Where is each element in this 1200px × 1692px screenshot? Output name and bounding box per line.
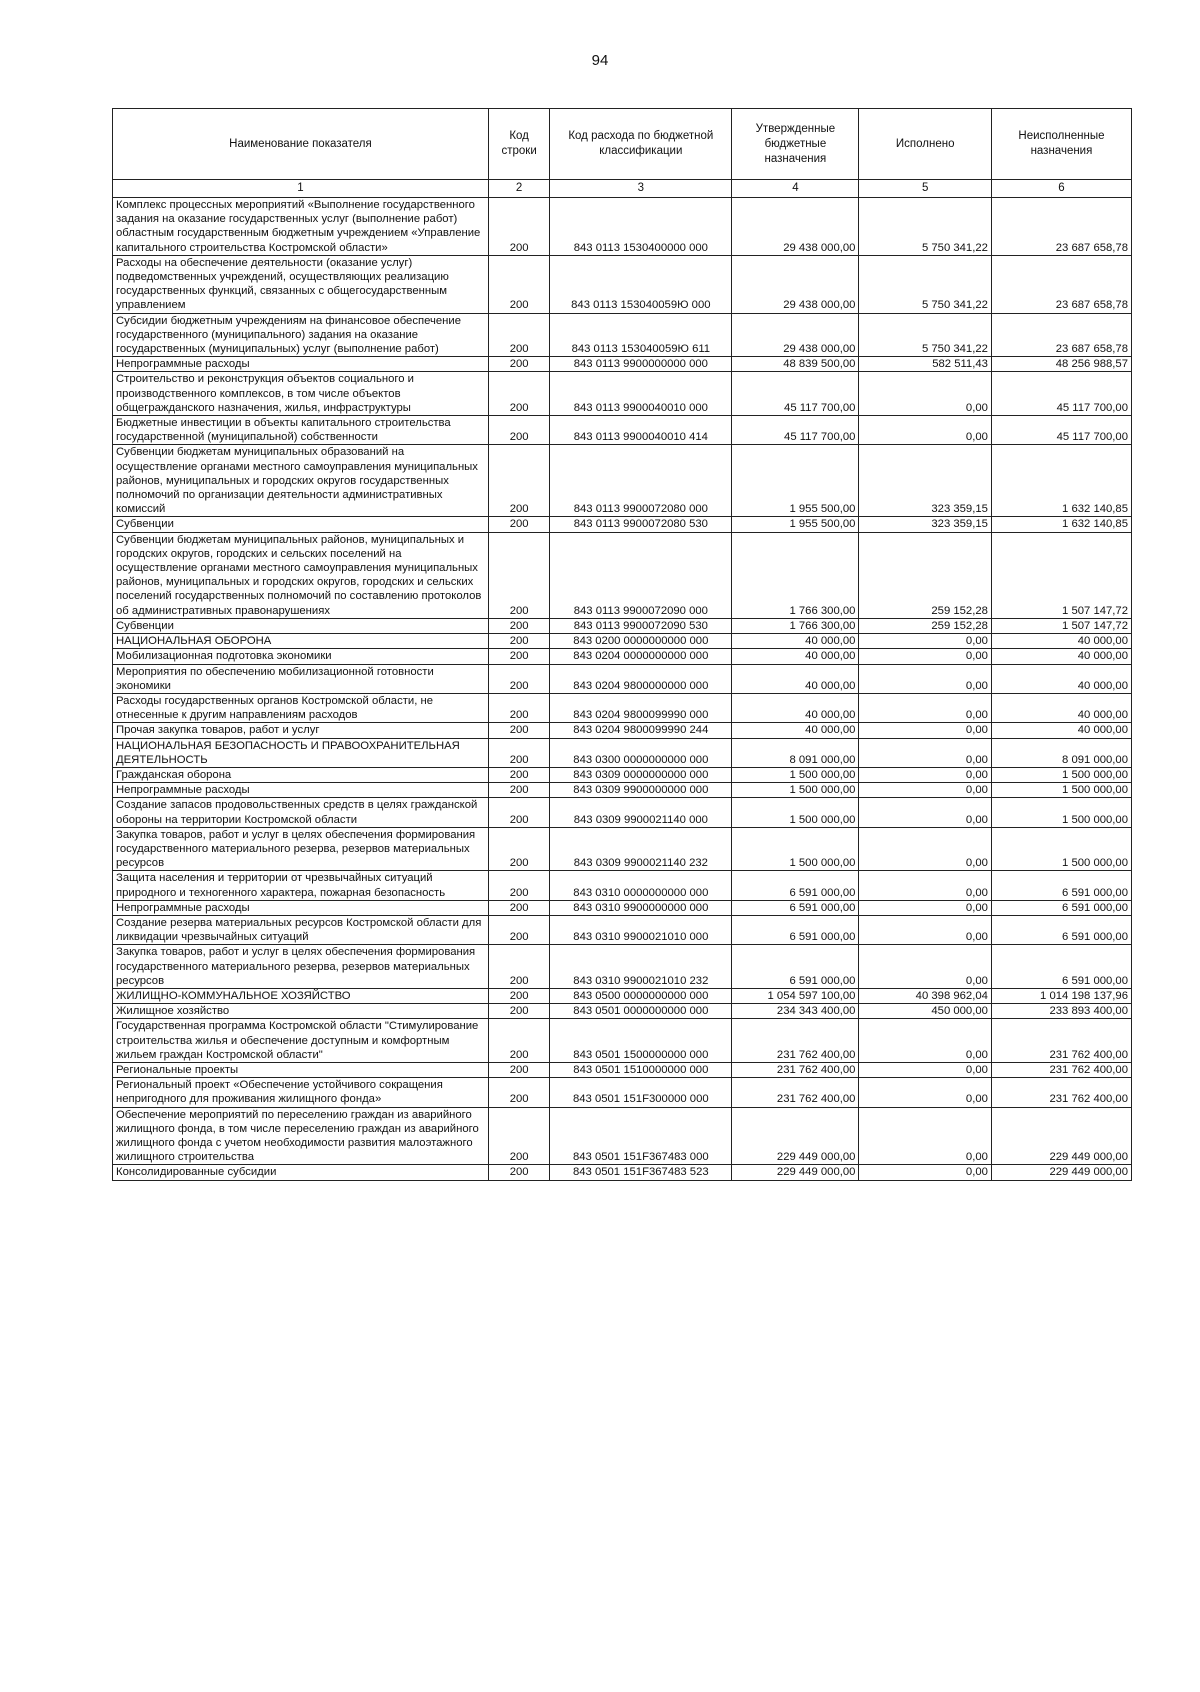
row-name: Региональные проекты — [113, 1062, 489, 1077]
row-line-code: 200 — [488, 357, 549, 372]
row-approved-amount: 1 500 000,00 — [732, 827, 859, 871]
row-executed-amount: 0,00 — [859, 1019, 991, 1063]
row-line-code: 200 — [488, 1165, 549, 1180]
row-line-code: 200 — [488, 664, 549, 693]
column-number: 6 — [991, 180, 1131, 198]
header-approved: Утвержденные бюджетные назначения — [732, 109, 859, 180]
table-row — [113, 798, 1132, 827]
row-budget-code: 843 0300 0000000000 000 — [550, 738, 732, 767]
row-unexecuted-amount: 23 687 658,78 — [991, 255, 1131, 313]
row-name: Непрограммные расходы — [113, 900, 489, 915]
row-line-code: 200 — [488, 517, 549, 532]
row-approved-amount: 1 766 300,00 — [732, 532, 859, 618]
row-approved-amount: 1 054 597 100,00 — [732, 988, 859, 1003]
row-line-code: 200 — [488, 783, 549, 798]
row-approved-amount: 8 091 000,00 — [732, 738, 859, 767]
row-line-code: 200 — [488, 1107, 549, 1165]
row-line-code: 200 — [488, 634, 549, 649]
header-name: Наименование показателя — [113, 109, 489, 180]
row-executed-amount: 0,00 — [859, 915, 991, 944]
row-name: Гражданская оборона — [113, 767, 489, 782]
row-name: Обеспечение мероприятий по переселению граждан из аварийного жилищного фонда, в том числе переселению граждан из аварийного жилищного фонда с учетом необходимости развития малоэтажного жилищного строительства — [113, 1107, 489, 1165]
row-executed-amount: 582 511,43 — [859, 357, 991, 372]
row-name: Расходы на обеспечение деятельности (оказание услуг) подведомственных учреждений, осуществляющих реализацию государственных функций, связанных с общегосударственным управлением — [113, 255, 489, 313]
row-line-code: 200 — [488, 827, 549, 871]
row-unexecuted-amount: 6 591 000,00 — [991, 900, 1131, 915]
row-approved-amount: 40 000,00 — [732, 649, 859, 664]
row-executed-amount: 5 750 341,22 — [859, 255, 991, 313]
row-budget-code: 843 0204 9800099990 000 — [550, 693, 732, 722]
row-executed-amount: 40 398 962,04 — [859, 988, 991, 1003]
budget-execution-table — [112, 108, 1132, 1181]
column-number: 4 — [732, 180, 859, 198]
row-budget-code: 843 0113 9900040010 414 — [550, 416, 732, 445]
row-name: Субвенции — [113, 618, 489, 633]
row-unexecuted-amount: 1 014 198 137,96 — [991, 988, 1131, 1003]
row-approved-amount: 6 591 000,00 — [732, 900, 859, 915]
row-name: Защита населения и территории от чрезвычайных ситуаций природного и техногенного характера, пожарная безопасность — [113, 871, 489, 900]
row-line-code: 200 — [488, 1062, 549, 1077]
row-executed-amount: 0,00 — [859, 664, 991, 693]
row-line-code: 200 — [488, 532, 549, 618]
row-approved-amount: 229 449 000,00 — [732, 1107, 859, 1165]
row-executed-amount: 0,00 — [859, 649, 991, 664]
row-name: Консолидированные субсидии — [113, 1165, 489, 1180]
row-name: Закупка товаров, работ и услуг в целях обеспечения формирования государственного материального резерва, резервов материальных ресурсов — [113, 945, 489, 989]
row-executed-amount: 0,00 — [859, 372, 991, 416]
row-name: Субсидии бюджетным учреждениям на финансовое обеспечение государственного (муниципального) задания на оказание государственных (муниципальных) услуг (выполнение работ) — [113, 313, 489, 357]
column-number-row — [113, 180, 1132, 198]
row-budget-code: 843 0113 9900000000 000 — [550, 357, 732, 372]
row-unexecuted-amount: 48 256 988,57 — [991, 357, 1131, 372]
row-unexecuted-amount: 231 762 400,00 — [991, 1019, 1131, 1063]
row-budget-code: 843 0309 9900021140 000 — [550, 798, 732, 827]
row-unexecuted-amount: 1 632 140,85 — [991, 517, 1131, 532]
row-approved-amount: 40 000,00 — [732, 664, 859, 693]
row-unexecuted-amount: 6 591 000,00 — [991, 945, 1131, 989]
row-budget-code: 843 0204 9800099990 244 — [550, 723, 732, 738]
row-name: ЖИЛИЩНО-КОММУНАЛЬНОЕ ХОЗЯЙСТВО — [113, 988, 489, 1003]
table-row — [113, 255, 1132, 313]
table-row — [113, 1019, 1132, 1063]
table-row — [113, 693, 1132, 722]
row-approved-amount: 229 449 000,00 — [732, 1165, 859, 1180]
row-approved-amount: 45 117 700,00 — [732, 416, 859, 445]
row-executed-amount: 0,00 — [859, 827, 991, 871]
row-name: Закупка товаров, работ и услуг в целях обеспечения формирования государственного материального резерва, резервов материальных ресурсов — [113, 827, 489, 871]
row-approved-amount: 1 500 000,00 — [732, 783, 859, 798]
row-unexecuted-amount: 229 449 000,00 — [991, 1165, 1131, 1180]
row-budget-code: 843 0113 9900040010 000 — [550, 372, 732, 416]
row-budget-code: 843 0501 1510000000 000 — [550, 1062, 732, 1077]
row-approved-amount: 40 000,00 — [732, 723, 859, 738]
row-line-code: 200 — [488, 618, 549, 633]
row-approved-amount: 231 762 400,00 — [732, 1019, 859, 1063]
row-unexecuted-amount: 8 091 000,00 — [991, 738, 1131, 767]
row-name: Непрограммные расходы — [113, 783, 489, 798]
row-approved-amount: 231 762 400,00 — [732, 1062, 859, 1077]
row-unexecuted-amount: 45 117 700,00 — [991, 416, 1131, 445]
table-row — [113, 900, 1132, 915]
row-unexecuted-amount: 1 500 000,00 — [991, 767, 1131, 782]
row-name: Создание запасов продовольственных средств в целях гражданской обороны на территории Костромской области — [113, 798, 489, 827]
row-executed-amount: 0,00 — [859, 1107, 991, 1165]
row-line-code: 200 — [488, 798, 549, 827]
table-row — [113, 357, 1132, 372]
row-name: Субвенции бюджетам муниципальных районов, муниципальных и городских округов, городских и сельских поселений на осуществление органами местного самоуправления муниципальных районов, муниципальных и городских округов, городских и сельских поселений государственных полномочий по составлению протоколов об административных правонарушениях — [113, 532, 489, 618]
row-executed-amount: 0,00 — [859, 783, 991, 798]
row-unexecuted-amount: 40 000,00 — [991, 693, 1131, 722]
table-row — [113, 517, 1132, 532]
row-line-code: 200 — [488, 255, 549, 313]
table-row — [113, 198, 1132, 256]
row-line-code: 200 — [488, 198, 549, 256]
table-row — [113, 1062, 1132, 1077]
row-name: НАЦИОНАЛЬНАЯ БЕЗОПАСНОСТЬ И ПРАВООХРАНИТЕЛЬНАЯ ДЕЯТЕЛЬНОСТЬ — [113, 738, 489, 767]
row-name: Мероприятия по обеспечению мобилизационной готовности экономики — [113, 664, 489, 693]
row-name: Комплекс процессных мероприятий «Выполнение государственного задания на оказание государственных услуг (выполнение работ) областным государственным бюджетным учреждением «Управление капитального строительства Костромской области» — [113, 198, 489, 256]
row-budget-code: 843 0310 9900021010 000 — [550, 915, 732, 944]
row-unexecuted-amount: 229 449 000,00 — [991, 1107, 1131, 1165]
column-number: 5 — [859, 180, 991, 198]
row-line-code: 200 — [488, 767, 549, 782]
row-executed-amount: 450 000,00 — [859, 1004, 991, 1019]
row-name: Бюджетные инвестиции в объекты капитального строительства государственной (муниципальной) собственности — [113, 416, 489, 445]
table-row — [113, 634, 1132, 649]
header-line-code: Код строки — [488, 109, 549, 180]
row-approved-amount: 40 000,00 — [732, 693, 859, 722]
table-row — [113, 1165, 1132, 1180]
column-number: 2 — [488, 180, 549, 198]
row-approved-amount: 29 438 000,00 — [732, 198, 859, 256]
table-row — [113, 532, 1132, 618]
row-unexecuted-amount: 1 632 140,85 — [991, 445, 1131, 517]
row-budget-code: 843 0204 0000000000 000 — [550, 649, 732, 664]
row-budget-code: 843 0113 9900072090 000 — [550, 532, 732, 618]
row-executed-amount: 0,00 — [859, 1078, 991, 1107]
row-executed-amount: 0,00 — [859, 693, 991, 722]
row-name: Жилищное хозяйство — [113, 1004, 489, 1019]
row-approved-amount: 1 766 300,00 — [732, 618, 859, 633]
table-row — [113, 313, 1132, 357]
header-executed: Исполнено — [859, 109, 991, 180]
row-budget-code: 843 0113 153040059Ю 611 — [550, 313, 732, 357]
table-row — [113, 723, 1132, 738]
row-approved-amount: 1 955 500,00 — [732, 517, 859, 532]
row-unexecuted-amount: 233 893 400,00 — [991, 1004, 1131, 1019]
row-approved-amount: 1 500 000,00 — [732, 767, 859, 782]
table-row — [113, 1107, 1132, 1165]
column-number: 3 — [550, 180, 732, 198]
row-line-code: 200 — [488, 1078, 549, 1107]
row-unexecuted-amount: 1 507 147,72 — [991, 618, 1131, 633]
row-executed-amount: 0,00 — [859, 767, 991, 782]
row-unexecuted-amount: 40 000,00 — [991, 649, 1131, 664]
row-executed-amount: 0,00 — [859, 416, 991, 445]
row-executed-amount: 0,00 — [859, 900, 991, 915]
row-approved-amount: 231 762 400,00 — [732, 1078, 859, 1107]
row-line-code: 200 — [488, 649, 549, 664]
row-executed-amount: 5 750 341,22 — [859, 198, 991, 256]
row-budget-code: 843 0501 151F367483 523 — [550, 1165, 732, 1180]
row-line-code: 200 — [488, 945, 549, 989]
table-header-row — [113, 109, 1132, 180]
row-executed-amount: 0,00 — [859, 945, 991, 989]
row-unexecuted-amount: 40 000,00 — [991, 664, 1131, 693]
row-unexecuted-amount: 40 000,00 — [991, 634, 1131, 649]
table-row — [113, 827, 1132, 871]
row-name: Непрограммные расходы — [113, 357, 489, 372]
row-executed-amount: 259 152,28 — [859, 618, 991, 633]
table-row — [113, 664, 1132, 693]
row-budget-code: 843 0113 153040059Ю 000 — [550, 255, 732, 313]
row-name: Государственная программа Костромской области "Стимулирование строительства жилья и обеспечение доступным и комфортным жильем граждан Костромской области" — [113, 1019, 489, 1063]
row-approved-amount: 1 500 000,00 — [732, 798, 859, 827]
row-name: Прочая закупка товаров, работ и услуг — [113, 723, 489, 738]
table-row — [113, 416, 1132, 445]
row-approved-amount: 6 591 000,00 — [732, 945, 859, 989]
table-row — [113, 988, 1132, 1003]
row-line-code: 200 — [488, 693, 549, 722]
row-executed-amount: 0,00 — [859, 738, 991, 767]
row-executed-amount: 0,00 — [859, 1062, 991, 1077]
table-row — [113, 783, 1132, 798]
row-unexecuted-amount: 231 762 400,00 — [991, 1078, 1131, 1107]
row-line-code: 200 — [488, 738, 549, 767]
table-row — [113, 372, 1132, 416]
row-budget-code: 843 0501 151F300000 000 — [550, 1078, 732, 1107]
row-budget-code: 843 0204 9800000000 000 — [550, 664, 732, 693]
row-budget-code: 843 0113 9900072080 530 — [550, 517, 732, 532]
row-unexecuted-amount: 45 117 700,00 — [991, 372, 1131, 416]
header-budget-code: Код расхода по бюджетной классификации — [550, 109, 732, 180]
row-unexecuted-amount: 6 591 000,00 — [991, 871, 1131, 900]
row-budget-code: 843 0310 9900000000 000 — [550, 900, 732, 915]
row-budget-code: 843 0310 0000000000 000 — [550, 871, 732, 900]
row-budget-code: 843 0113 9900072090 530 — [550, 618, 732, 633]
row-line-code: 200 — [488, 1019, 549, 1063]
table-row — [113, 1078, 1132, 1107]
row-name: Создание резерва материальных ресурсов Костромской области для ликвидации чрезвычайных ситуаций — [113, 915, 489, 944]
row-approved-amount: 45 117 700,00 — [732, 372, 859, 416]
table-row — [113, 871, 1132, 900]
row-executed-amount: 323 359,15 — [859, 445, 991, 517]
table-row — [113, 738, 1132, 767]
table-row — [113, 1004, 1132, 1019]
row-name: Мобилизационная подготовка экономики — [113, 649, 489, 664]
table-row — [113, 767, 1132, 782]
row-executed-amount: 5 750 341,22 — [859, 313, 991, 357]
row-name: Строительство и реконструкция объектов социального и производственного комплексов, в том числе объектов общегражданского назначения, жилья, инфраструктуры — [113, 372, 489, 416]
row-budget-code: 843 0310 9900021010 232 — [550, 945, 732, 989]
row-unexecuted-amount: 6 591 000,00 — [991, 915, 1131, 944]
row-budget-code: 843 0500 0000000000 000 — [550, 988, 732, 1003]
page-number: 94 — [591, 52, 609, 69]
column-number: 1 — [113, 180, 489, 198]
row-approved-amount: 29 438 000,00 — [732, 313, 859, 357]
row-line-code: 200 — [488, 372, 549, 416]
row-line-code: 200 — [488, 313, 549, 357]
row-unexecuted-amount: 40 000,00 — [991, 723, 1131, 738]
row-approved-amount: 234 343 400,00 — [732, 1004, 859, 1019]
row-executed-amount: 0,00 — [859, 723, 991, 738]
row-line-code: 200 — [488, 915, 549, 944]
row-executed-amount: 0,00 — [859, 871, 991, 900]
table-row — [113, 445, 1132, 517]
row-executed-amount: 0,00 — [859, 798, 991, 827]
row-name: Субвенции бюджетам муниципальных образований на осуществление органами местного самоуправления муниципальных районов, муниципальных и городских округов государственных полномочий по организации деятельности административных комиссий — [113, 445, 489, 517]
row-name: Расходы государственных органов Костромской области, не отнесенные к другим направлениям расходов — [113, 693, 489, 722]
table-row — [113, 945, 1132, 989]
row-line-code: 200 — [488, 445, 549, 517]
row-line-code: 200 — [488, 1004, 549, 1019]
row-executed-amount: 259 152,28 — [859, 532, 991, 618]
row-approved-amount: 48 839 500,00 — [732, 357, 859, 372]
row-name: Субвенции — [113, 517, 489, 532]
row-budget-code: 843 0309 9900021140 232 — [550, 827, 732, 871]
row-line-code: 200 — [488, 988, 549, 1003]
row-unexecuted-amount: 231 762 400,00 — [991, 1062, 1131, 1077]
row-unexecuted-amount: 1 500 000,00 — [991, 798, 1131, 827]
row-executed-amount: 0,00 — [859, 1165, 991, 1180]
row-approved-amount: 40 000,00 — [732, 634, 859, 649]
row-budget-code: 843 0309 9900000000 000 — [550, 783, 732, 798]
row-executed-amount: 0,00 — [859, 634, 991, 649]
row-budget-code: 843 0501 151F367483 000 — [550, 1107, 732, 1165]
table-body — [113, 198, 1132, 1181]
row-line-code: 200 — [488, 723, 549, 738]
row-line-code: 200 — [488, 416, 549, 445]
row-budget-code: 843 0309 0000000000 000 — [550, 767, 732, 782]
header-unexecuted: Неисполненные назначения — [991, 109, 1131, 180]
row-unexecuted-amount: 1 500 000,00 — [991, 827, 1131, 871]
row-approved-amount: 6 591 000,00 — [732, 915, 859, 944]
row-unexecuted-amount: 23 687 658,78 — [991, 198, 1131, 256]
table-row — [113, 915, 1132, 944]
row-name: Региональный проект «Обеспечение устойчивого сокращения непригодного для проживания жилищного фонда» — [113, 1078, 489, 1107]
row-unexecuted-amount: 1 507 147,72 — [991, 532, 1131, 618]
row-name: НАЦИОНАЛЬНАЯ ОБОРОНА — [113, 634, 489, 649]
row-executed-amount: 323 359,15 — [859, 517, 991, 532]
row-line-code: 200 — [488, 871, 549, 900]
row-approved-amount: 1 955 500,00 — [732, 445, 859, 517]
row-approved-amount: 29 438 000,00 — [732, 255, 859, 313]
row-budget-code: 843 0501 1500000000 000 — [550, 1019, 732, 1063]
row-line-code: 200 — [488, 900, 549, 915]
table-row — [113, 649, 1132, 664]
row-approved-amount: 6 591 000,00 — [732, 871, 859, 900]
row-unexecuted-amount: 23 687 658,78 — [991, 313, 1131, 357]
row-budget-code: 843 0113 9900072080 000 — [550, 445, 732, 517]
row-budget-code: 843 0501 0000000000 000 — [550, 1004, 732, 1019]
table-row — [113, 618, 1132, 633]
row-budget-code: 843 0200 0000000000 000 — [550, 634, 732, 649]
row-budget-code: 843 0113 1530400000 000 — [550, 198, 732, 256]
row-unexecuted-amount: 1 500 000,00 — [991, 783, 1131, 798]
